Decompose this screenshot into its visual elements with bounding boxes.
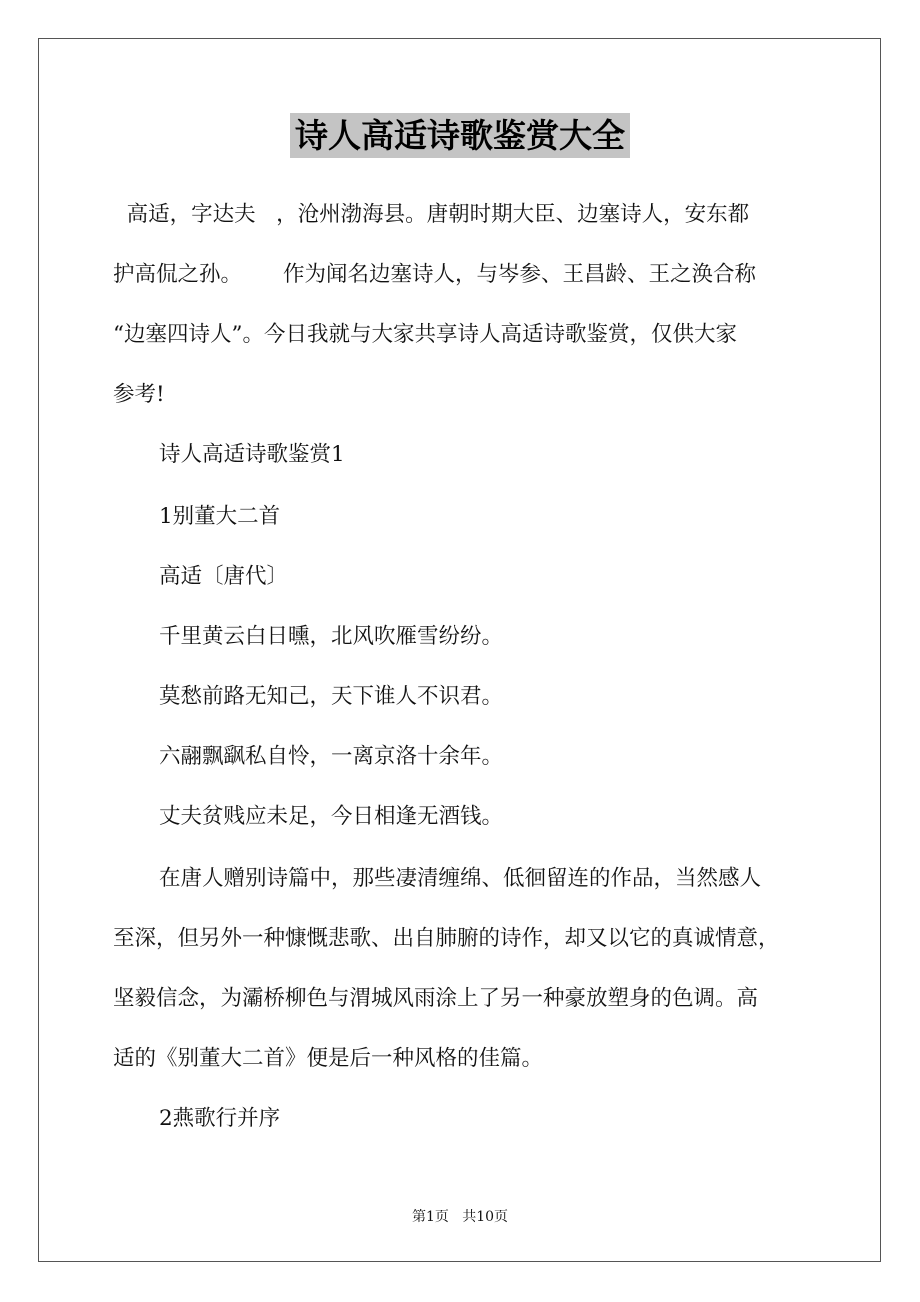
next-section-heading: 2燕歌行并序 (159, 1106, 281, 1131)
poem-line: 丈夫贫贱应未足，今日相逢无酒钱。 (159, 804, 504, 829)
commentary-line: 至深，但另外一种慷慨悲歌、出自肺腑的诗作，却又以它的真诚情意， (113, 926, 780, 951)
section-heading: 诗人高适诗歌鉴赏1 (159, 442, 345, 467)
commentary-line: 适的《别董大二首》便是后一种风格的佳篇。 (113, 1046, 544, 1071)
poem-author: 高适〔唐代〕 (159, 564, 289, 589)
poem-line: 千里黄云白日曛，北风吹雁雪纷纷。 (159, 624, 504, 649)
poem-line: 六翮飘飖私自怜，一离京洛十余年。 (159, 744, 504, 769)
intro-line: 高适，字达夫 ，沧州渤海县。唐朝时期大臣、边塞诗人，安东都 (113, 202, 750, 227)
document-title: 诗人高适诗歌鉴赏大全 (290, 113, 630, 158)
commentary-line: 坚毅信念，为灞桥柳色与渭城风雨涂上了另一种豪放塑身的色调。高 (113, 986, 759, 1011)
intro-line: 护高侃之孙。 作为闻名边塞诗人，与岑参、王昌龄、王之涣合称 (113, 262, 757, 287)
commentary-line: 在唐人赠别诗篇中，那些凄清缠绵、低徊留连的作品，当然感人 (159, 866, 762, 891)
poem-title: 1别董大二首 (159, 504, 281, 529)
intro-line: “边塞四诗人”。今日我就与大家共享诗人高适诗歌鉴赏，仅供大家 (113, 322, 737, 347)
page-number: 第1页 共10页 (411, 1209, 509, 1225)
poem-line: 莫愁前路无知己，天下谁人不识君。 (159, 684, 504, 709)
intro-line: 参考! (113, 382, 165, 407)
